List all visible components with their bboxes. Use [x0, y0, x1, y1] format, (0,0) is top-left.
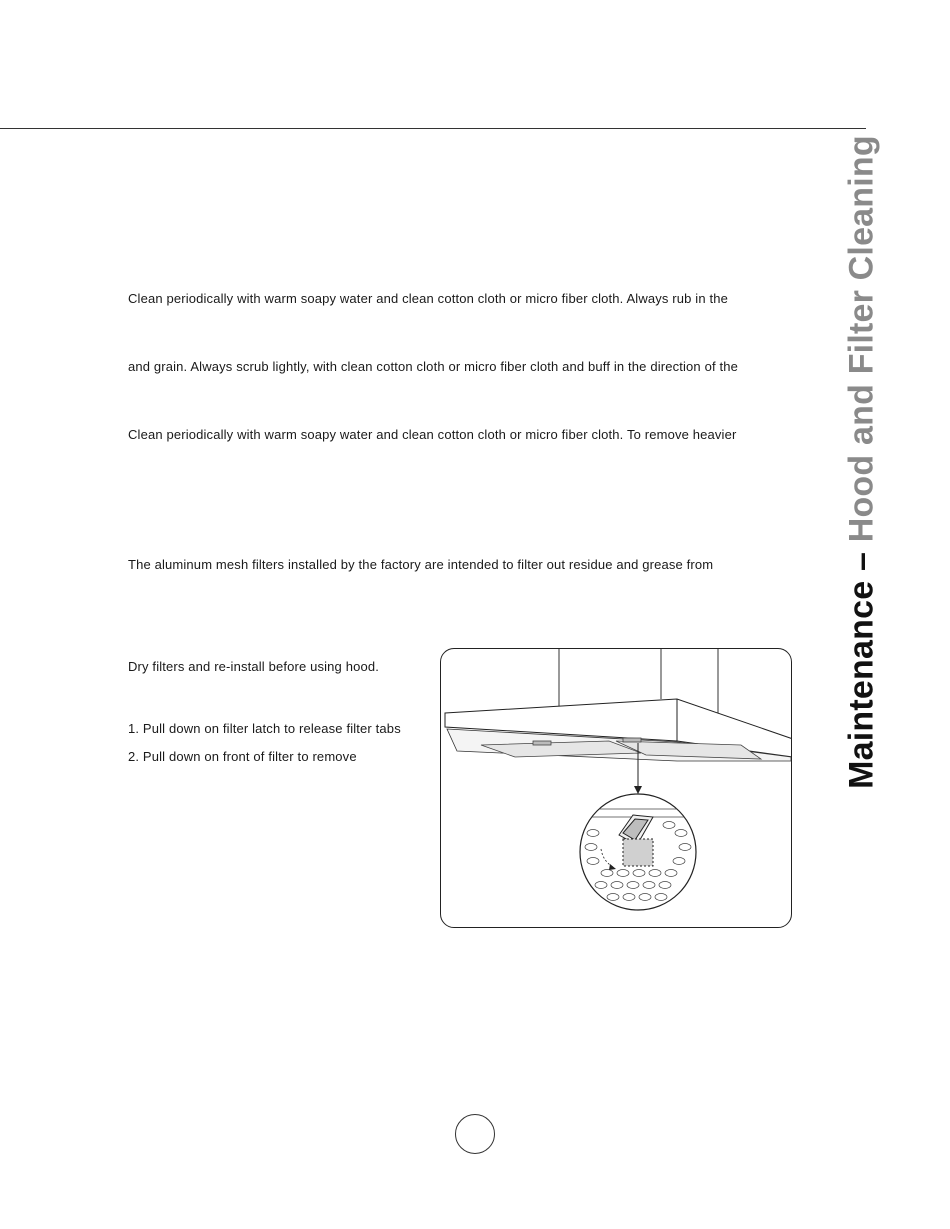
paragraph-heavier-soil: Clean periodically with warm soapy water and clean cotton cloth or micro fiber cloth. To remove heavier	[128, 427, 737, 442]
header-rule	[0, 128, 866, 129]
side-title-sub: Hood and Filter Cleaning	[842, 135, 881, 543]
step-2: 2. Pull down on front of filter to remove	[128, 749, 357, 764]
paragraph-dry-filters: Dry filters and re-install before using hood.	[128, 659, 379, 674]
paragraph-scrub-grain: and grain. Always scrub lightly, with clean cotton cloth or micro fiber cloth and buff in the direction of the	[128, 359, 738, 374]
step-1: 1. Pull down on filter latch to release filter tabs	[128, 721, 401, 736]
page-number-badge	[455, 1114, 495, 1154]
range-hood-filter-icon	[441, 649, 792, 928]
side-title-main: Maintenance –	[842, 542, 881, 789]
paragraph-hood-cleaning: Clean periodically with warm soapy water and clean cotton cloth or micro fiber cloth. Always rub in the	[128, 291, 728, 306]
paragraph-mesh-filters: The aluminum mesh filters installed by the factory are intended to filter out residue and grease from	[128, 557, 714, 572]
filter-removal-figure	[440, 648, 792, 928]
